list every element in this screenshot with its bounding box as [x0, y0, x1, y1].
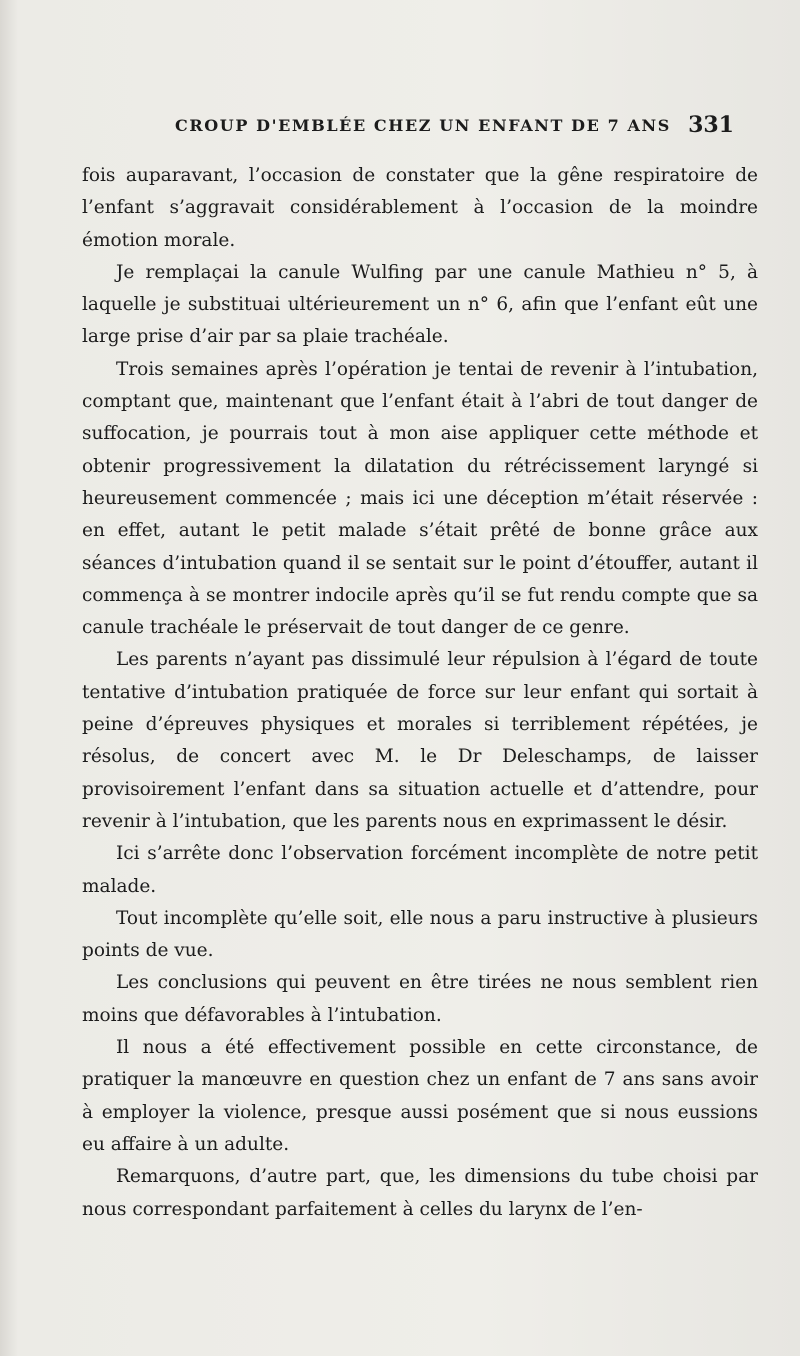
- paragraph-9: Remarquons, d’autre part, que, les dimensions du tube choisi par nous correspondant parfaitement à celles du larynx de l’en-: [82, 1166, 758, 1220]
- paragraph-8: Il nous a été effectivement possible en cette circonstance, de pratiquer la manœuvre en question chez un enfant de 7 ans sans avoir à employer la violence, presque aussi posément que si nous eussions eu affaire à un adulte.: [82, 1037, 758, 1155]
- paragraph-7: Les conclusions qui peuvent en être tirées ne nous semblent rien moins que défavorables à l’intubation.: [82, 972, 758, 1026]
- page-number: 331: [688, 112, 734, 138]
- paragraph-3: Trois semaines après l’opération je tentai de revenir à l’intubation, comptant que, maintenant que l’enfant était à l’abri de tout danger de suffocation, je pourrais tout à mon aise appliquer cette méthode et obtenir progressivement la dilatation du rétrécissement laryngé si heureusement commencée ; mais ici une déception m’était réservée : en effet, autant le petit malade s’était prêté de bonne grâce aux séances d’intubation quand il se sentait sur le point d’étouffer, autant il commença à se montrer indocile après qu’il se fut rendu compte que sa canule trachéale le préservait de tout danger de ce genre.: [82, 358, 758, 639]
- page-header: [90, 112, 740, 142]
- body-text: [82, 160, 758, 1226]
- paragraph-5: Ici s’arrête donc l’observation forcément incomplète de notre petit malade.: [82, 843, 758, 897]
- paragraph-1: fois auparavant, l’occasion de constater que la gêne respiratoire de l’enfant s’aggravait considérablement à l’occasion de la moindre émotion morale.: [82, 165, 758, 251]
- paragraph-2: Je remplaçai la canule Wulfing par une canule Mathieu n° 5, à laquelle je substituai ultérieurement un n° 6, afin que l’enfant eût une large prise d’air par sa plaie trachéale.: [82, 261, 758, 348]
- paragraph-4: Les parents n’ayant pas dissimulé leur répulsion à l’égard de toute tentative d’intubation pratiquée de force sur leur enfant qui sortait à peine d’épreuves physiques et morales si terriblement répétées, je résolus, de concert avec M. le Dr Deleschamps, de laisser provisoirement l’enfant dans sa situation actuelle et d’attendre, pour revenir à l’intubation, que les parents nous en exprimassent le désir.: [82, 649, 758, 832]
- running-title: CROUP D'EMBLÉE CHEZ UN ENFANT DE 7 ANS: [175, 116, 671, 135]
- paragraph-6: Tout incomplète qu’elle soit, elle nous a paru instructive à plusieurs points de vue.: [82, 907, 758, 962]
